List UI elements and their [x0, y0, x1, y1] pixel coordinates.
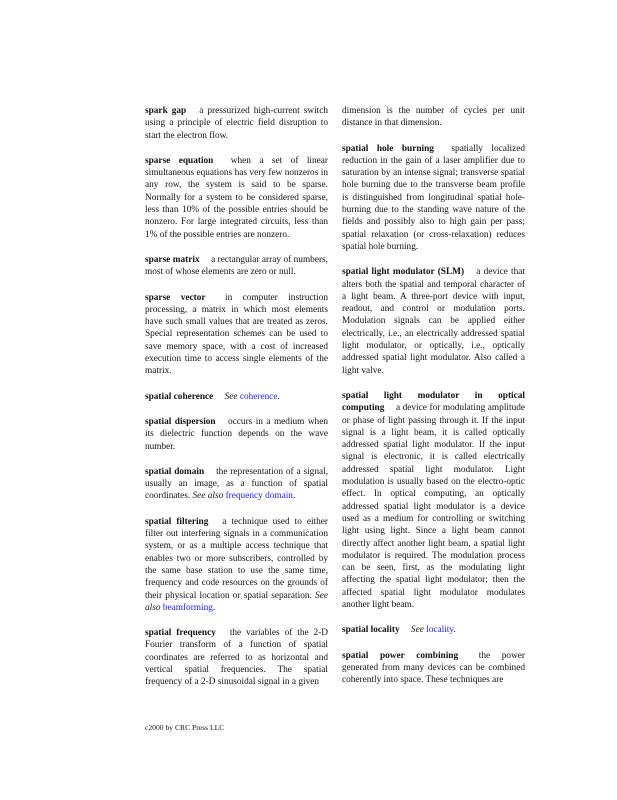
see-also-label: See also	[192, 491, 224, 502]
cross-reference-link[interactable]: beamforming	[162, 602, 213, 613]
entry-spatial-frequency	[145, 627, 328, 688]
entry-definition: when a set of linear simultaneous equations has very few nonzeros in any row, the system is said to be sparse. Normally for a system to be considered sparse, less than 10% of the possible entries should be nonzero. For large integrated circuits, less than 1% of the possible entries are nonzero.	[145, 155, 329, 240]
cross-reference-link[interactable]: frequency domain	[225, 491, 293, 502]
entry-term: spatial hole burning	[342, 143, 434, 154]
entry-definition: in computer instruction processing, a matrix in which most elements have such small values that are treated as zeros. Special representation schemes can be used to save memory space, with a cost of increased execution time to access single elements of the matrix.	[145, 292, 328, 377]
entry-term: spatial power combining	[342, 650, 459, 661]
entry-term: spatial frequency	[145, 628, 216, 639]
entry-continuation	[342, 105, 525, 130]
entry-spatial-dispersion	[145, 416, 328, 453]
entry-spatial-coherence	[145, 391, 328, 403]
entry-term: spatial light modulator (SLM)	[342, 267, 465, 278]
entry-spatial-filtering	[145, 516, 328, 614]
entry-definition: a technique used to either filter out interfering signals in a communication system, or as a multiple access technique that enables two or more subscribers, controlled by the same base station to use the same time, frequency and code resources on the grounds of their physical location or spatial separation.	[145, 516, 329, 601]
entry-end: .	[212, 602, 216, 613]
entry-slm-optical-computing	[342, 390, 525, 611]
entry-term: sparse vector	[145, 292, 206, 303]
entry-spatial-domain	[145, 466, 328, 503]
entry-definition: the power generated from many devices can be combined coherently into space. These techniques are	[342, 650, 526, 686]
entry-spatial-locality	[342, 624, 525, 636]
entry-term: sparse matrix	[145, 254, 200, 265]
entry-definition: dimension is the number of cycles per unit distance in that dimension.	[342, 106, 525, 129]
entry-spark-gap	[145, 105, 328, 142]
cross-reference-link[interactable]: coherence	[239, 391, 278, 402]
entry-definition: a pressurized high-current switch using a principle of electric field disruption to start the electron flow.	[145, 106, 329, 141]
entry-sparse-vector	[145, 292, 328, 378]
copyright-footer: c2000 by CRC Press LLC	[145, 723, 225, 732]
entry-spatial-power-combining	[342, 650, 525, 687]
entry-sparse-matrix	[145, 254, 328, 279]
entry-definition: occurs in a medium when its dielectric function depends on the wave number.	[145, 416, 328, 452]
entry-definition: the representation of a signal, usually an image, as a function of spatial coordinates.	[145, 466, 329, 502]
entry-definition: a device for modulating amplitude or phase of light passing through it. If the input signal is a light beam, it is called optically addressed spatial light modulator. If the input signal is electronic, it is called electrically addressed spatial light modulator. Light modulation is usually based on the electro-optic effect. In optical computing, an optically addressed spatial light modulator is a device used as a medium for controlling or switching light using light. Since a light beam cannot directly affect another light beam, a spatial light modulator is required. The modulation process can be seen, first, as the modulating light affecting the spatial light modulator; then the affected spatial light modulator modulates another light beam.	[342, 403, 525, 610]
entry-definition: a rectangular array of numbers, most of whose elements are zero or null.	[145, 254, 328, 278]
entry-definition: a device that alters both the spatial and temporal character of a light beam. A three-port device with input, readout, and control or modulation ports. Modulation signals can be applied either electrically, i.e., an electrically addressed spatial light modulator, or optically, i.e., optically addressed spatial light modulator. Also called a light valve.	[342, 267, 525, 376]
entry-definition: spatially localized reduction in the gain of a laser amplifier due to saturation by an intense signal; transverse spatial hole burning due to the transverse beam profile is distinguished from longitudinal spatial hole-burning due to the standing wave nature of the fields and possibly also to high gain per pass; spatial relaxation (or cross-relaxation) reduces spatial hole burning.	[342, 143, 525, 252]
entry-term: spatial filtering	[145, 516, 209, 527]
see-also-label: See also	[145, 590, 328, 613]
see-label: See	[224, 391, 238, 402]
left-column	[145, 105, 328, 702]
entry-sparse-equation	[145, 155, 328, 241]
entry-term: spatial locality	[342, 625, 400, 636]
entry-term: spatial dispersion	[145, 416, 216, 427]
entry-spatial-hole-burning	[342, 143, 525, 254]
entry-end: .	[292, 491, 296, 502]
entry-term: sparse equation	[145, 155, 214, 166]
entry-term: spatial domain	[145, 466, 205, 477]
entry-end: .	[453, 625, 456, 636]
right-column	[342, 105, 525, 699]
entry-term: spatial coherence	[145, 391, 214, 402]
entry-end: .	[277, 391, 280, 402]
cross-reference-link[interactable]: locality	[426, 625, 454, 636]
entry-term: spark gap	[145, 106, 187, 116]
entry-spatial-light-modulator	[342, 266, 525, 377]
see-label: See	[410, 625, 424, 636]
entry-definition: the variables of the 2-D Fourier transform of a function of spatial coordinates are referred to as horizontal and vertical spatial frequencies. The spatial frequency of a 2-D sinusoidal signal in a given	[145, 628, 329, 688]
entry-term: spatial light modulator in optical computing	[342, 390, 525, 414]
